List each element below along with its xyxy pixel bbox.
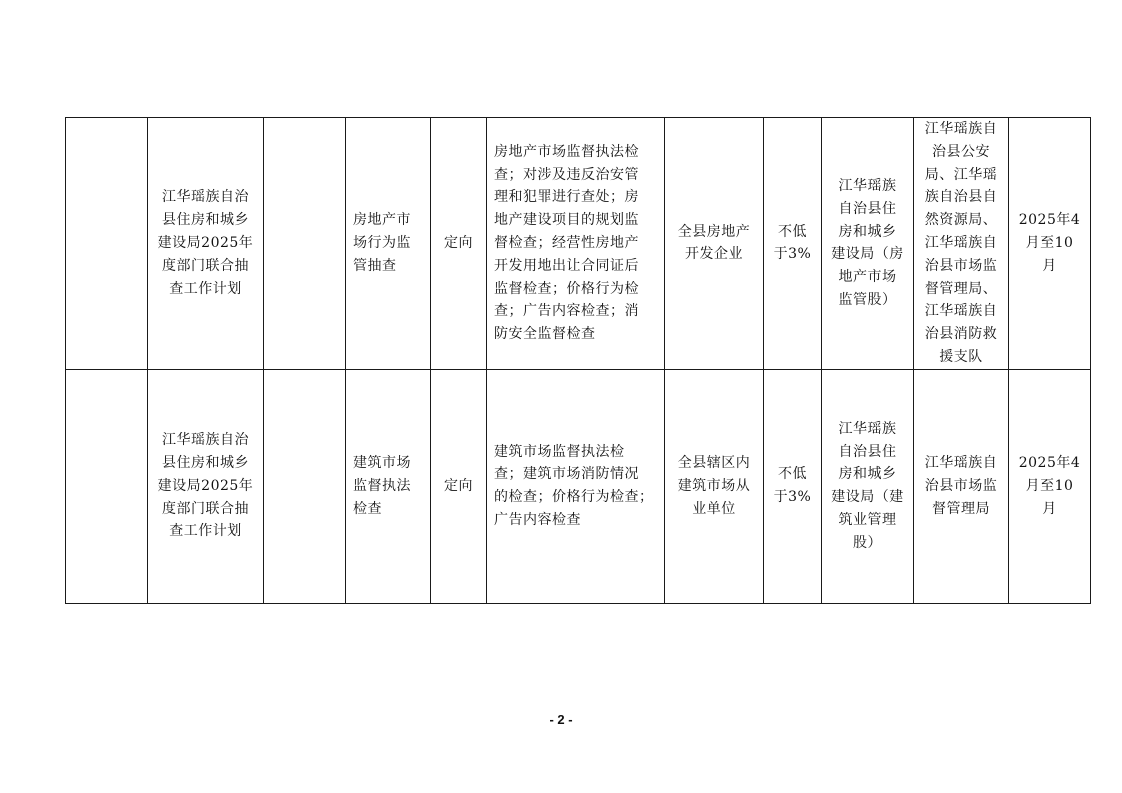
lead-department-cell: 江华瑶族 自治县住 房和城乡 建设局（建 筑业管理 股） <box>822 369 914 603</box>
blank-cell <box>264 369 346 603</box>
inspection-content-cell: 房地产市场监督执法检 查；对涉及违反治安管 理和犯罪进行查处；房 地产建设项目的规划监 督检查；经营性房地产 开发用地出让合同证后 监督检查；价格行为检 查；广告内容检查；消 防安全监督检查 <box>487 118 665 370</box>
blank-cell <box>264 118 346 370</box>
plan-name-cell: 江华瑶族自治 县住房和城乡 建设局2025年 度部门联合抽 查工作计划 <box>148 369 264 603</box>
inspection-type-cell: 定向 <box>431 369 487 603</box>
row-number-cell <box>66 369 148 603</box>
sampling-ratio-cell: 不低 于3% <box>764 118 822 370</box>
inspection-target-cell: 全县辖区内 建筑市场从 业单位 <box>665 369 764 603</box>
table-row <box>66 118 1091 370</box>
row-number-cell <box>66 118 148 370</box>
partner-departments-cell: 江华瑶族自 治县公安 局、江华瑶 族自治县自 然资源局、 江华瑶族自 治县市场监 督管理局、 江华瑶族自 治县消防救 援支队 <box>914 118 1009 370</box>
time-period-cell: 2025年4 月至10 月 <box>1009 369 1091 603</box>
inspection-plan-table <box>65 117 1091 604</box>
lead-department-cell: 江华瑶族 自治县住 房和城乡 建设局（房 地产市场 监管股） <box>822 118 914 370</box>
plan-name-cell: 江华瑶族自治 县住房和城乡 建设局2025年 度部门联合抽 查工作计划 <box>148 118 264 370</box>
sampling-ratio-cell: 不低 于3% <box>764 369 822 603</box>
table-row <box>66 369 1091 603</box>
partner-departments-cell: 江华瑶族自 治县市场监 督管理局 <box>914 369 1009 603</box>
inspection-item-cell: 房地产市 场行为监 管抽查 <box>346 118 431 370</box>
inspection-item-cell: 建筑市场 监督执法 检查 <box>346 369 431 603</box>
inspection-target-cell: 全县房地产 开发企业 <box>665 118 764 370</box>
page-number: - 2 - <box>549 712 573 727</box>
time-period-cell: 2025年4 月至10 月 <box>1009 118 1091 370</box>
inspection-content-cell: 建筑市场监督执法检 查；建筑市场消防情况 的检查；价格行为检查； 广告内容检查 <box>487 369 665 603</box>
inspection-type-cell: 定向 <box>431 118 487 370</box>
